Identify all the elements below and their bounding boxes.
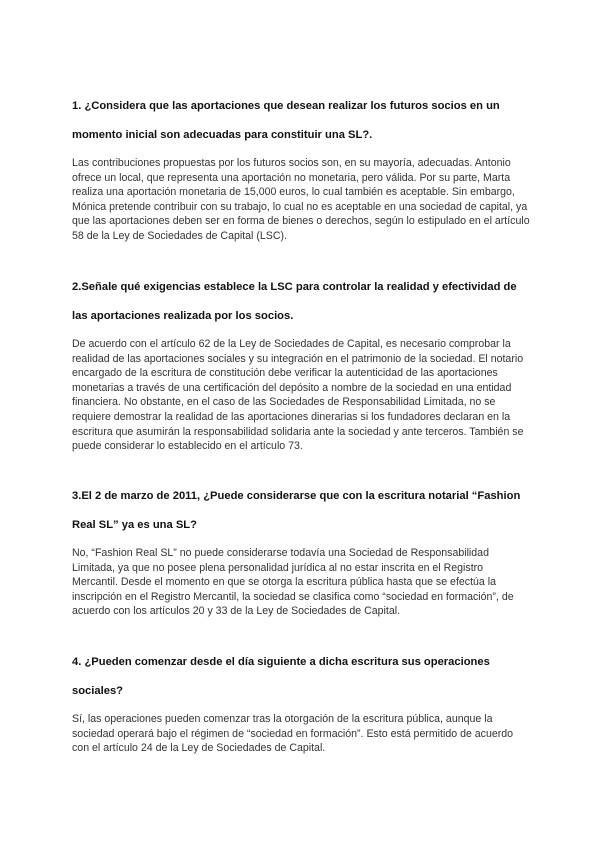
question-1-heading-line-2: momento inicial son adecuadas para constituir una SL?.	[72, 129, 373, 141]
question-section-2	[72, 280, 530, 454]
question-1-heading-line-1: 1. ¿Considera que las aportaciones que desean realizar los futuros socios en un	[72, 100, 500, 112]
question-3-heading-line-2: Real SL” ya es una SL?	[72, 519, 197, 531]
question-section-1	[72, 99, 530, 244]
question-3-heading-line-1: 3.El 2 de marzo de 2011, ¿Puede considerarse que con la escritura notarial “Fashion	[72, 490, 521, 502]
question-2-heading-line-1: 2.Señale qué exigencias establece la LSC para controlar la realidad y efectividad de	[72, 281, 517, 293]
question-4-heading-line-1: 4. ¿Pueden comenzar desde el día siguiente a dicha escritura sus operaciones	[72, 656, 490, 668]
question-section-3	[72, 489, 530, 619]
answer-3-paragraph: No, “Fashion Real SL” no puede considerarse todavía una Sociedad de Responsabilidad Limitada, ya que no posee plena personalidad jurídica al no estar inscrita en el Registro Mercantil. Desde el momento en que se otorga la escritura pública hasta que se efectúa la inscripción en el Registro Mercantil, la sociedad se clasifica como “sociedad en formación”, de acuerdo con los artículos 20 y 33 de la Ley de Sociedades de Capital.	[72, 547, 514, 618]
answer-4-paragraph: Sí, las operaciones pueden comenzar tras la otorgación de la escritura pública, aunque la sociedad operará bajo el régimen de “sociedad en formación”. Esto está permitido de acuerdo con el artículo 24 de la Ley de Sociedades de Capital.	[72, 713, 514, 755]
answer-1-paragraph: Las contribuciones propuestas por los futuros socios son, en su mayoría, adecuadas. Antonio ofrece un local, que representa una aportación no monetaria, pero válida. Por su parte, Marta realiza una aportación monetaria de 15,000 euros, lo cual también es aceptable. Sin embargo, Mónica pretende contribuir con su trabajo, lo cual no es aceptable en una sociedad de capital, ya que las aportaciones deben ser en forma de bienes o derechos, según lo estipulado en el artículo 58 de la Ley de Sociedades de Capital (LSC).	[72, 157, 530, 242]
question-section-4	[72, 655, 530, 756]
question-4-heading-line-2: sociales?	[72, 685, 123, 697]
answer-2-paragraph: De acuerdo con el artículo 62 de la Ley de Sociedades de Capital, es necesario comprobar la realidad de las aportaciones sociales y su integración en el patrimonio de la sociedad. El notario encargado de la escritura de constitución debe verificar la autenticidad de las aportaciones monetarias a través de una certificación del depósito a nombre de la sociedad en una entidad financiera. No obstante, en el caso de las Sociedades de Responsabilidad Limitada, no se requiere demostrar la realidad de las aportaciones dinerarias si los fundadores declaran en la escritura que asumirán la responsabilidad solidaria ante la sociedad y ante terceros. También se puede considerar lo establecido en el artículo 73.	[72, 338, 524, 453]
question-2-heading-line-2: las aportaciones realizada por los socios.	[72, 310, 294, 322]
